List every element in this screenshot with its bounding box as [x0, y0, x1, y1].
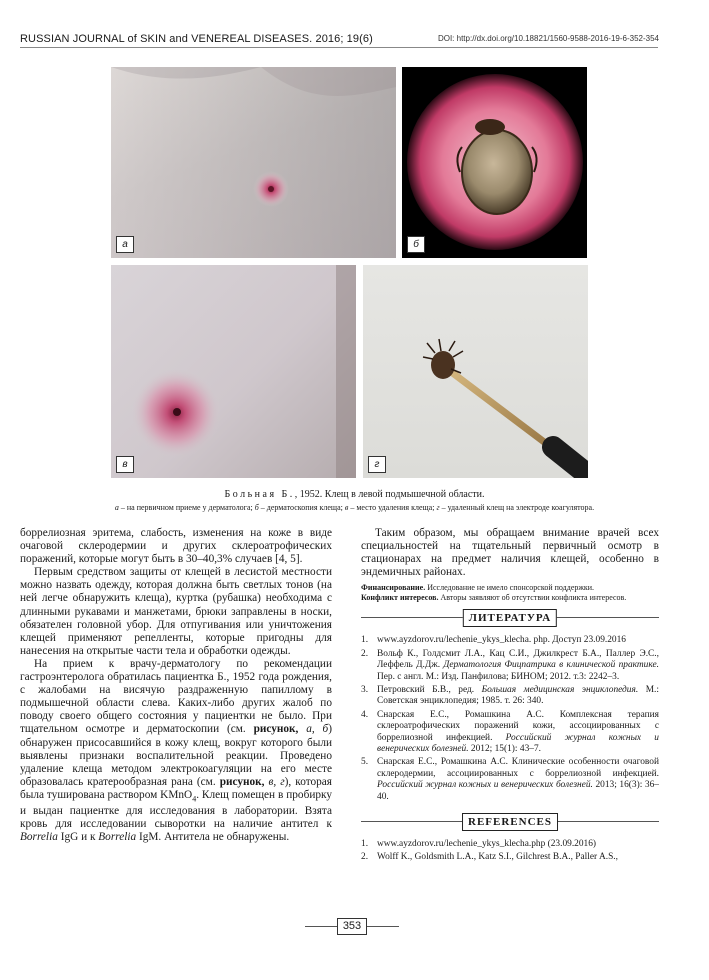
legend-g-letter: г [436, 503, 440, 512]
running-header [20, 33, 659, 47]
legend-a-text: – на первичном приеме у дерматолога; [118, 503, 255, 512]
photo-b-drawing [402, 67, 587, 258]
journal-title: RUSSIAN JOURNAL of SKIN and VENEREAL DISEASES. 2016; 19(6) [20, 33, 373, 45]
literature-item: 1. www.ayzdorov.ru/lechenie_ykys_klecha. php. Доступ 23.09.2016 [361, 635, 626, 646]
paragraph-3: На прием к врачу-дерматологу по рекомендации гастроэнтеролога обратилась пациентка Б., 1952 года рождения, с жалобами на висячую раздраженную папиллому в подмышечной области слева. Каких-либо других жалоб по поводу своего общего состояния у пациентки не было. При тщательном осмотре и дерматоскопии (см. рисунок, а, б) обнаружен присосавшийся в кожу клещ, вокруг которого были выявлены признаки воспалительной реакции. Проведено удаление клеща методом электрокоагуляции на его месте образовалась кратерообразная рана (см. рисунок, в, г), которая была туширована раствором KMnO$_4$. Клещ помещен в пробирку и выдан пациентке для исследования в лаборатории. Взята кровь для исследовании сыворотки на наличие антител к Borrelia IgG и к Borrelia IgM. Антитела не обнаружены. [20, 657, 332, 844]
paragraph-1: боррелиозная эритема, слабость, изменения на коже в виде очаговой склеродермии и других склероатрофических поражений, которые могут быть в 30–40,3% случаев [4, 5]. [20, 527, 332, 566]
page-footer [0, 918, 709, 934]
literature-item: 5. Снарская Е.С., Ромашкина А.С. Клинические особенности очаговой склеродермии, ассоциированных с боррелиозной инфекцией. Российский журнал кожных и венерических болезней. 2013; 16(3): 36–40. [361, 757, 659, 802]
legend-a-letter: а [114, 503, 119, 512]
references-heading: REFERENCES [361, 813, 659, 831]
legend-b-text: – дерматоскопия клеща; [258, 503, 345, 512]
figure-caption [0, 489, 709, 500]
literature-heading: ЛИТЕРАТУРА [361, 609, 659, 627]
caption-patient: Больная Б. [224, 489, 295, 500]
photo-label-d: г [368, 456, 386, 473]
photo-d [363, 265, 588, 478]
literature-item: 4. Снарская Е.С., Ромашкина А.С. Комплексная терапия склероатрофических поражений кожи, ассоциированных с боррелиозной инфекцией. Российский журнал кожных и венерических болезней. 2012; 15(1): 43–7. [361, 709, 659, 755]
reference-item: 2. Wolff K., Goldsmith L.A., Katz S.I., Gilchrest B.A., Paller A.S., [361, 852, 618, 863]
legend-g-text: – удаленный клещ на электроде коагулятора. [439, 503, 595, 512]
photo-d-drawing [363, 265, 588, 478]
photo-label-b: б [407, 236, 425, 253]
right-column [361, 527, 659, 866]
photo-c [111, 265, 356, 478]
photo-b [402, 67, 587, 258]
photo-label-c: в [116, 456, 134, 473]
literature-list [361, 635, 659, 803]
reference-item: 1. www.ayzdorov.ru/lechenie_ykys_klecha.php (23.09.2016) [361, 839, 597, 850]
legend-b-letter: б [254, 503, 259, 512]
paragraph-2: Первым средством защиты от клещей в лесистой местности можно назвать одежду, которая должна быть светлых тонов (на ней легче обнаружить клеща), куртка (рубашка) необходима с длинными рукавами и манжетами, брюки заправлены в носки, обязателен головной убор. Для отпугивания или уничтожения клещей применяют репелленты, которые пригодны для нанесения на открытые части тела и обработки одежды. [20, 566, 332, 657]
photo-a-drawing [111, 67, 396, 258]
literature-item: 2. Вольф К., Голдсмит Л.А., Кац С.И., Джилкрест Б.А., Паллер Э.С., Леффель Д.Дж. Дерматология Фицпатрика в клинической практике. Пер. с англ. М.: Изд. Панфилова; БИНОМ; 2012. т.3: 2242–3. [361, 648, 660, 682]
caption-text: , 1952. Клещ в левой подмышечной области. [294, 489, 485, 500]
photo-c-drawing [111, 265, 356, 478]
left-column [20, 527, 332, 845]
figure-ref-2: рисунок, [219, 775, 265, 788]
funding-statement: Финансирование. Исследование не имело спонсорской поддержки. Конфликт интересов. Авторы заявляют об отсутствии конфликта интересов. [361, 583, 627, 602]
legend-v-letter: в [344, 503, 349, 512]
references-list [361, 839, 659, 864]
figure-ref-1: рисунок, [253, 723, 299, 736]
literature-item: 3. Петровский Б.В., ред. Большая медицинская энциклопедия. М.: Советская энциклопедия; 1985. т. 26: 340. [361, 685, 659, 707]
doi: DOI: http://dx.doi.org/10.18821/1560-9588-2016-19-6-352-354 [437, 34, 659, 43]
header-rule [20, 47, 658, 48]
page-number: 353 [337, 918, 367, 935]
photo-label-a: а [116, 236, 134, 253]
legend-v-text: – место удаления клеща; [348, 503, 437, 512]
photo-a [111, 67, 396, 258]
conclusion-paragraph: Таким образом, мы обращаем внимание врачей всех специальностей на тщательный первичный осмотр в стационарах на предмет наличия клещей, особенно в эндемичных районах. [361, 527, 659, 579]
figure-legend [0, 503, 709, 512]
